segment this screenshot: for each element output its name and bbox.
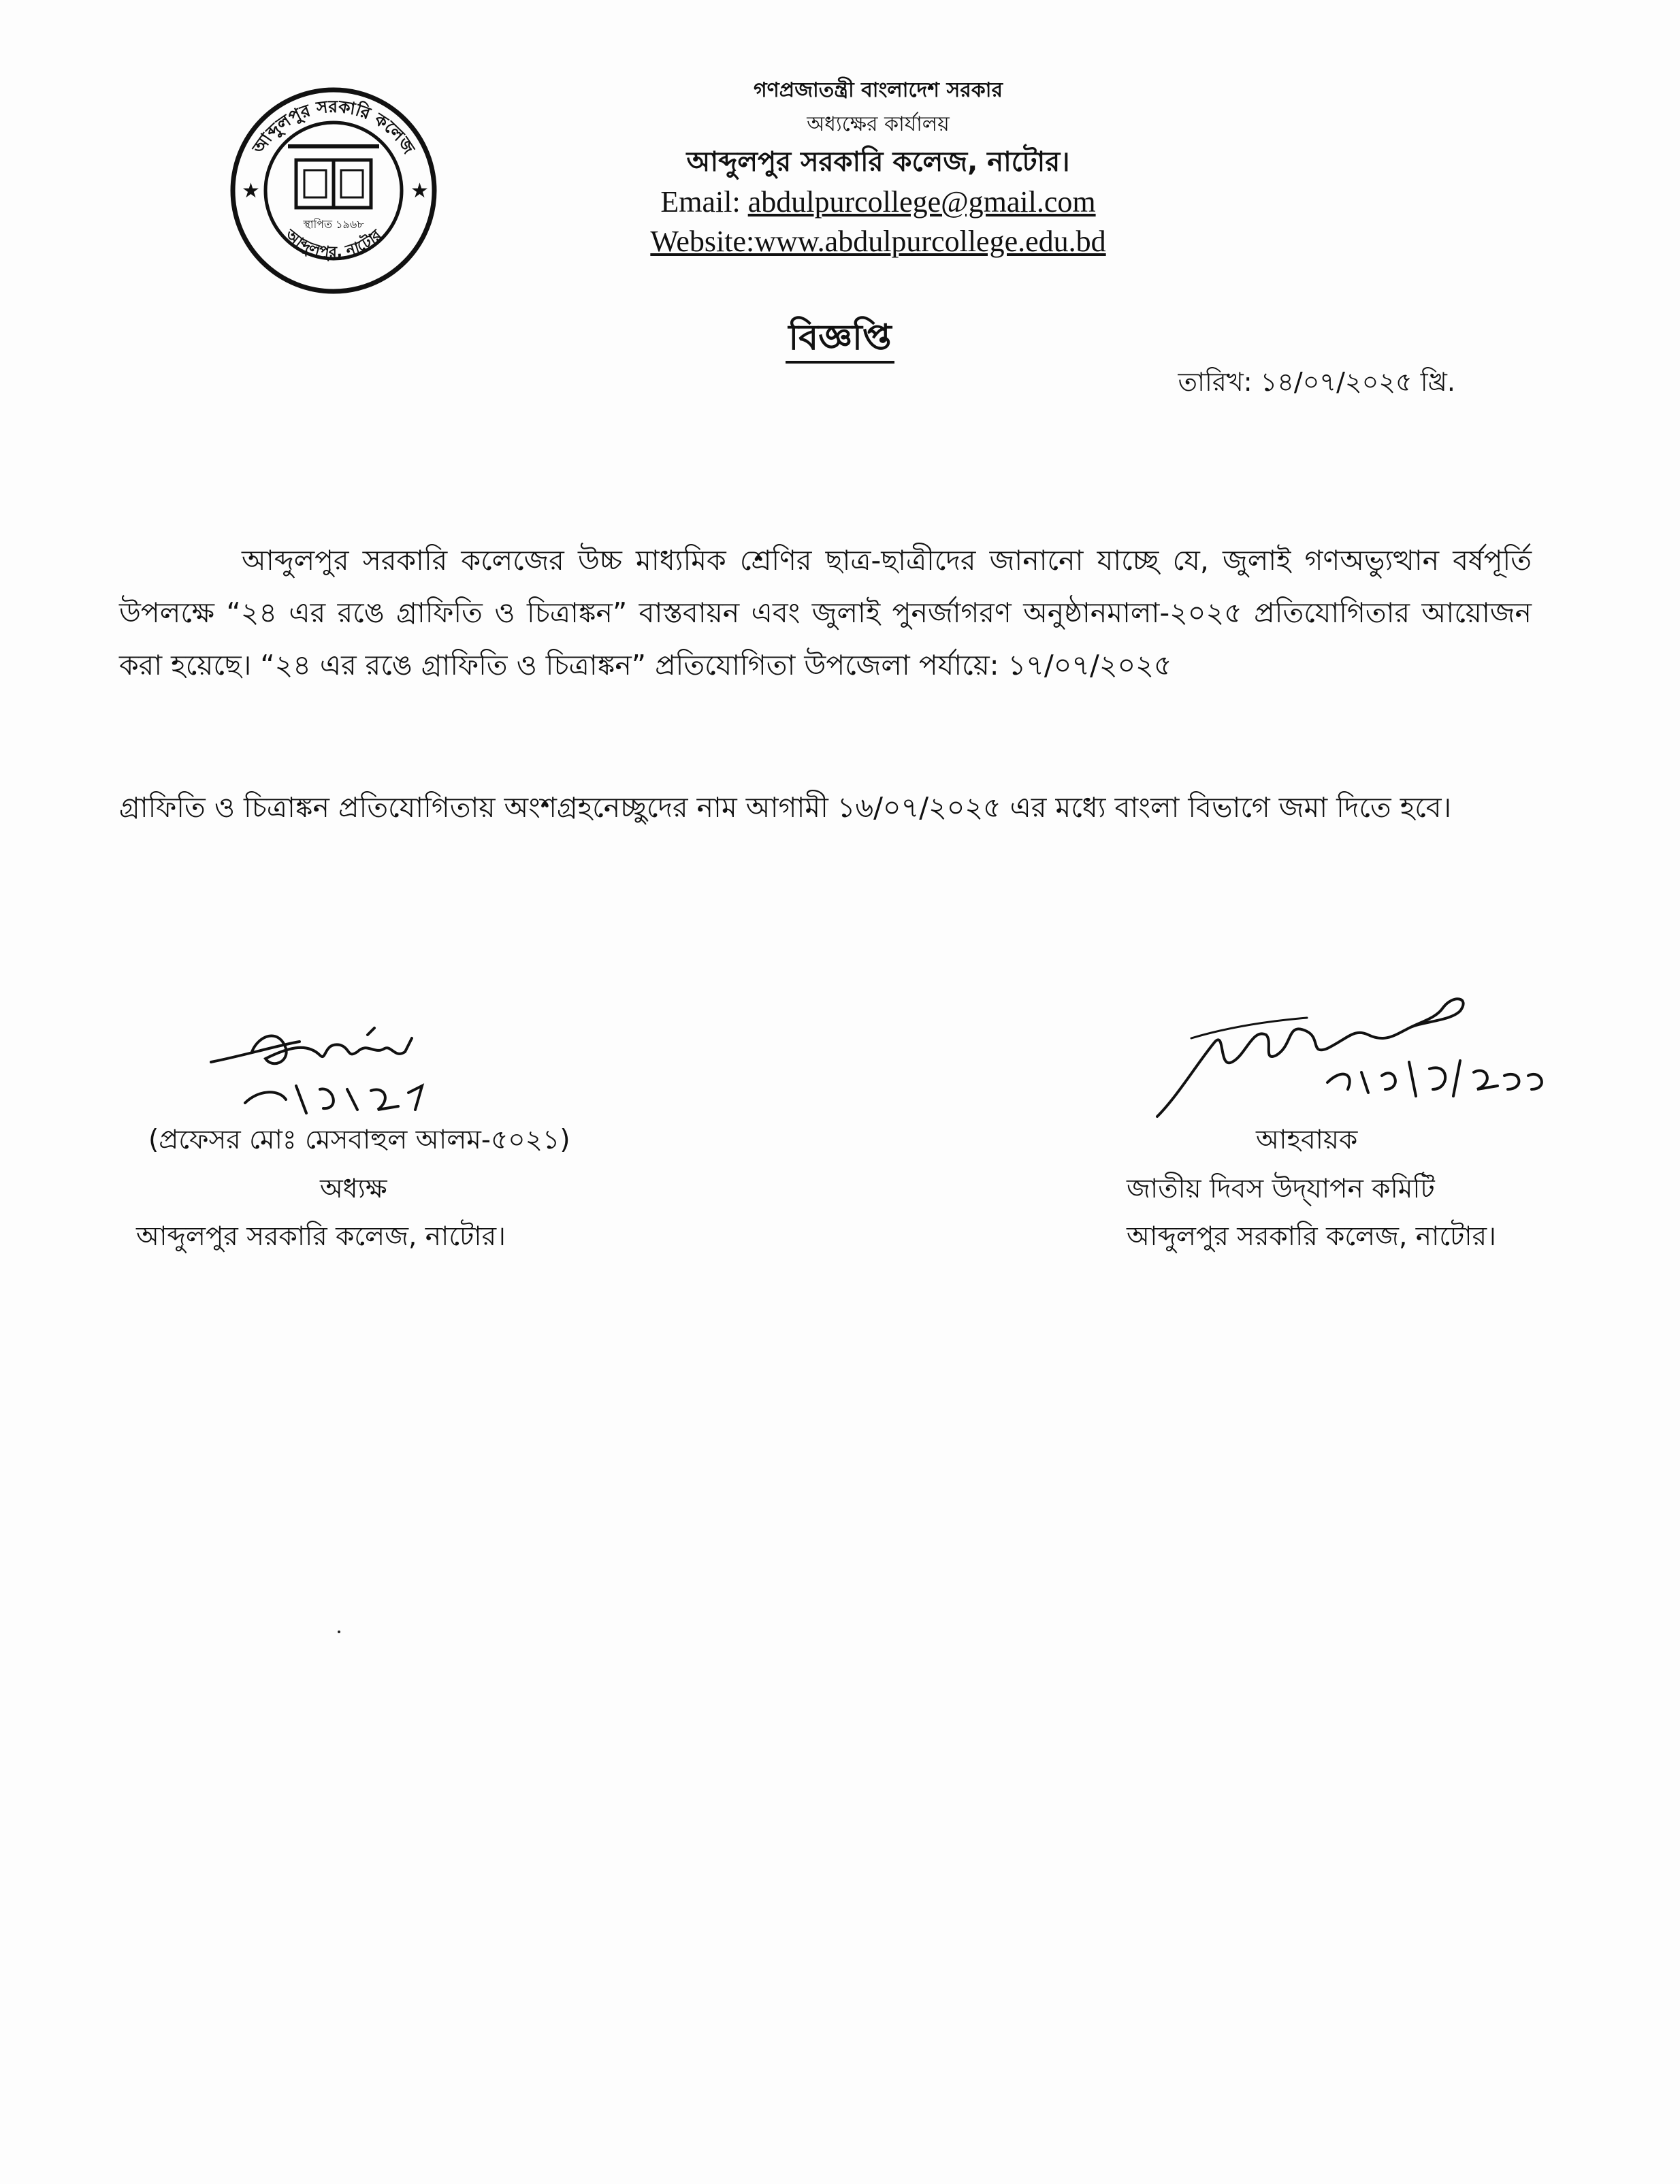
website-line [476, 222, 1280, 261]
convener-signature [1150, 980, 1572, 1123]
principal-role: অধ্যক্ষ [320, 1174, 387, 1204]
svg-text:★: ★ [242, 179, 260, 203]
principal-organization: আব্দুলপুর সরকারি কলেজ, নাটোর। [136, 1221, 506, 1252]
email-label: Email: [660, 185, 748, 219]
office-name: অধ্যক্ষের কার্যালয় [807, 112, 950, 136]
principal-signature [204, 1021, 490, 1123]
svg-text:স্থাপিত ১৯৬৮: স্থাপিত ১৯৬৮ [303, 218, 364, 231]
convener-committee: জাতীয় দিবস উদ্‌যাপন কমিটি [1127, 1174, 1435, 1204]
notice-title-wrap [0, 310, 1680, 369]
notice-date: তারিখ: ১৪/০৭/২০২৫ খ্রি. [1178, 367, 1455, 397]
email-line [476, 182, 1280, 222]
website-link[interactable]: Website:www.abdulpurcollege.edu.bd [650, 225, 1106, 258]
email-link[interactable]: abdulpurcollege@gmail.com [747, 185, 1096, 219]
notice-title: বিজ্ঞপ্তি [786, 317, 894, 364]
svg-text:আব্দুলপুর সরকারি কলেজ: আব্দুলপুর সরকারি কলেজ [248, 96, 419, 158]
notice-paragraph-2: গ্রাফিতি ও চিত্রাঙ্কন প্রতিযোগিতায় অংশগ্রহনেচ্ছুদের নাম আগামী ১৬/০৭/২০২৫ এর মধ্যে বাংলা বিভাগে জমা দিতে হবে। [119, 791, 1452, 824]
college-seal-logo [228, 85, 439, 296]
paper-speck [338, 1631, 340, 1633]
government-name: গণপ্রজাতন্ত্রী বাংলাদেশ সরকার [754, 78, 1003, 102]
convener-organization: আব্দুলপুর সরকারি কলেজ, নাটোর। [1127, 1221, 1496, 1252]
college-name: আব্দুলপুর সরকারি কলেজ, নাটোর। [686, 146, 1070, 178]
convener-role: আহবায়ক [1256, 1125, 1358, 1155]
principal-name: (প্রফেসর মোঃ মেসবাহুল আলম-৫০২১) [148, 1125, 570, 1155]
svg-text:আব্দুলপুর, নাটোর: আব্দুলপুর, নাটোর [282, 226, 385, 261]
letterhead [476, 74, 1280, 261]
notice-paragraph-1: আব্দুলপুর সরকারি কলেজের উচ্চ মাধ্যমিক শ্রেণির ছাত্র-ছাত্রীদের জানানো যাচ্ছে যে, জুলাই গণঅভ্যুত্থান বর্ষপূর্তি উপলক্ষে “২৪ এর রঙে গ্রাফিতি ও চিত্রাঙ্কন” বাস্তবায়ন এবং জুলাই পুনর্জাগরণ অনুষ্ঠানমালা-২০২৫ প্রতিযোগিতার আয়োজন করা হয়েছে। “২৪ এর রঙে গ্রাফিতি ও চিত্রাঙ্কন” প্রতিযোগিতা উপজেলা পর্যায়ে: ১৭/০৭/২০২৫ [119, 544, 1532, 681]
svg-text:★: ★ [410, 179, 429, 203]
